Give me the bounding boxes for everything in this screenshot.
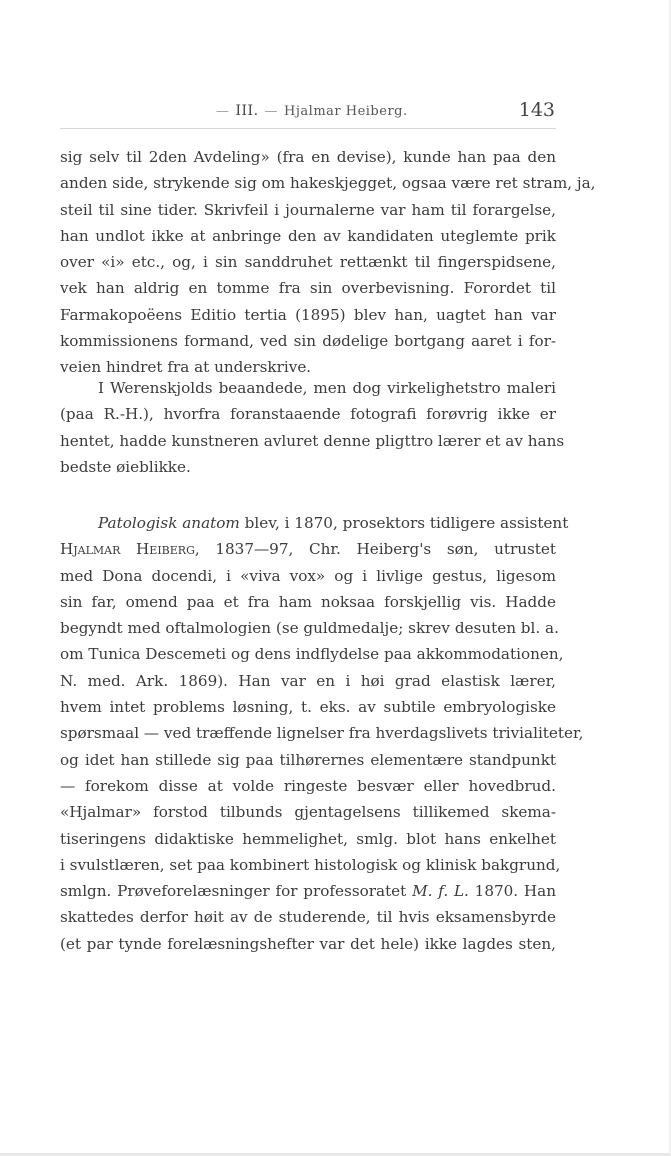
text-line: han undlot ikke at anbringe den av kandidaten uteglemte prik bbox=[60, 226, 556, 245]
text-line: skattedes derfor høit av de studerende, til hvis eksamensbyrde bbox=[60, 908, 556, 927]
paragraph-3 bbox=[60, 510, 584, 957]
text-line: spørsmaal — ved træffende lignelser fra hverdagslivets trivialiteter, bbox=[60, 724, 584, 743]
text-line: tiseringens didaktiske hemmelighet, smlg. blot hans enkelhet bbox=[60, 829, 556, 848]
journal-abbreviation: M. f. L. bbox=[412, 882, 469, 901]
text-line: om Tunica Descemeti og dens indflydelse paa akkommodationen, bbox=[60, 645, 564, 664]
header-dash-right: — bbox=[264, 104, 279, 119]
text-line: veien hindret fra at underskrive. bbox=[60, 358, 312, 377]
header-dash-left: — bbox=[216, 104, 230, 119]
text-line: med Dona docendi, i «viva vox» og i livlige gestus, ligesom bbox=[60, 566, 556, 585]
text-line: (et par tynde forelæsningshefter var det hele) ikke lagdes sten, bbox=[60, 934, 556, 953]
text-line-first bbox=[60, 510, 569, 536]
text-line: vek han aldrig en tomme fra sin overbevisning. Forordet til bbox=[60, 279, 556, 298]
text-line-name bbox=[60, 536, 556, 562]
chapter-title: Hjalmar Heiberg. bbox=[284, 104, 408, 119]
paragraph-1 bbox=[60, 144, 596, 381]
text-line: steil til sine tider. Skrivfeil i journalerne var ham til forargelse, bbox=[60, 200, 556, 219]
text-segment: smlgn. Prøveforelæsninger for professoratet bbox=[60, 882, 413, 901]
text-line: hentet, hadde kunstneren avluret denne pligttro lærer et av hans bbox=[60, 431, 565, 450]
text-line: kommissionens formand, ved sin dødelige bortgang aaret i for- bbox=[60, 332, 556, 351]
text-line: sig selv til 2den Avdeling» (fra en devise), kunde han paa den bbox=[60, 148, 556, 166]
text-line: i svulstlæren, set paa kombinert histologisk og klinisk bakgrund, bbox=[60, 855, 561, 874]
text-line: begyndt med oftalmologien (se guldmedalje; skrev desuten bl. a. bbox=[60, 619, 559, 638]
text-line: og idet han stillede sig paa tilhørernes elementære standpunkt bbox=[60, 750, 556, 769]
text-line: N. med. Ark. 1869). Han var en i høi grad elastisk lærer, bbox=[60, 671, 556, 690]
running-title bbox=[210, 103, 408, 119]
header-rule bbox=[60, 128, 556, 129]
italic-phrase: Patologisk anatom bbox=[98, 514, 240, 532]
text-line: hvem intet problems løsning, t. eks. av subtile embryologiske bbox=[60, 698, 556, 717]
text-segment: 1870. Han bbox=[468, 882, 556, 901]
text-line: (paa R.-H.), hvorfra foranstaaende fotografi forøvrig ikke er bbox=[60, 405, 556, 424]
chapter-number: III. bbox=[235, 103, 259, 119]
text-line: «Hjalmar» forstod tilbunds gjentagelsens tillikemed skema- bbox=[60, 803, 556, 822]
text-line: Farmakopoëens Editio tertia (1895) blev han, uagtet han var bbox=[60, 305, 556, 324]
text-segment: , 1837—97, Chr. Heiberg's søn, utrustet bbox=[194, 540, 556, 559]
person-name: Hjalmar Heiberg bbox=[60, 540, 195, 559]
text-line: — forekom disse at volde ringeste besvær eller hovedbrud. bbox=[60, 776, 556, 795]
text-line: anden side, strykende sig om hakeskjegget, ogsaa være ret stram, ja, bbox=[60, 174, 596, 193]
running-header bbox=[60, 99, 560, 127]
text-line: over «i» etc., og, i sin sanddruhet rettænkt til fingerspidsene, bbox=[60, 253, 556, 272]
text-segment: blev, i 1870, prosektors tidligere assistent bbox=[239, 514, 569, 532]
text-line: bedste øieblikke. bbox=[60, 457, 191, 476]
text-line-journal bbox=[60, 878, 556, 904]
text-line: I Werenskjolds beaandede, men dog virkelighetstro maleri bbox=[98, 379, 556, 397]
page-number: 143 bbox=[518, 99, 555, 121]
text-line: sin far, omend paa et fra ham noksaa forskjellig vis. Hadde bbox=[60, 592, 556, 611]
paragraph-2 bbox=[60, 375, 565, 480]
